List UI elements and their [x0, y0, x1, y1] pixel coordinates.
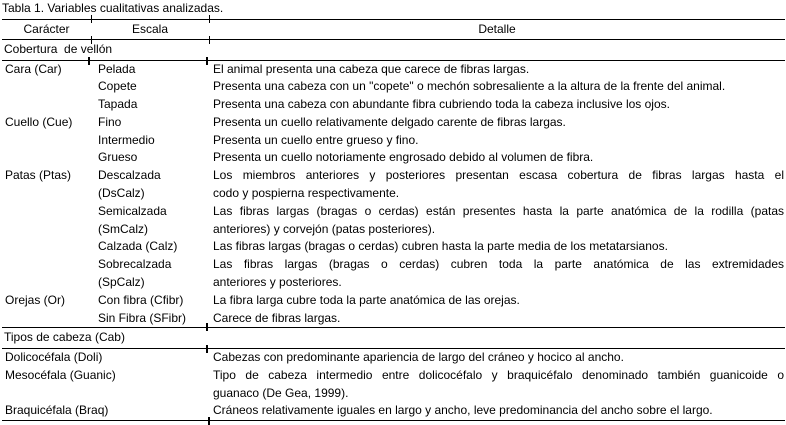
caracter-cell: [2, 132, 91, 150]
caracter-cell: [2, 238, 91, 256]
detail-line: Tipo de cabeza intermedio entre dolicocéfalo y braquicéfalo denominado también guanicoide o: [213, 367, 784, 382]
table-row: [2, 60, 785, 78]
detail-line: Las fibras largas (bragas o cerdas) cubren toda la parte anatómica de las extremidades: [213, 257, 784, 272]
column-header-label: Escala: [131, 22, 169, 36]
caracter-cell: Cara (Car): [5, 61, 62, 76]
detail-line: Sobrecalzada: [98, 257, 172, 272]
rule-tick: [206, 323, 208, 331]
table-row: [2, 367, 785, 403]
detalle-cell: Cabezas con predominante apariencia de largo del cráneo y hocico al ancho.: [213, 349, 624, 364]
table-row: [2, 203, 785, 239]
rule-tick: [208, 417, 210, 425]
escala-cell: Fino: [98, 114, 122, 129]
detail-line: (SmCalz): [98, 221, 148, 236]
escala-cell: Con fibra (Cfibr): [98, 292, 184, 307]
detalle-cell: [209, 203, 785, 239]
escala-cell: [91, 256, 209, 292]
table-row: [2, 167, 785, 203]
detail-line: Descalzada: [98, 168, 161, 183]
detail-line: Los miembros anteriores y posteriores presentan escasa cobertura de fibras largas hasta el: [213, 168, 784, 183]
detalle-cell: Las fibras largas (bragas o cerdas) cubren hasta la parte media de los metatarsianos.: [213, 239, 668, 254]
detalle-cell: Presenta una cabeza con un "copete" o mechón sobresaliente a la altura de la frente del animal.: [213, 79, 726, 94]
detalle-cell: Presenta un cuello relativamente delgado carente de fibras largas.: [213, 114, 566, 129]
detail-line: codo y pospierna respectivamente.: [213, 186, 400, 201]
detalle-cell: Presenta un cuello notoriamente engrosado debido al volumen de fibra.: [213, 150, 594, 165]
table-row: [2, 132, 785, 150]
table-row: [2, 310, 785, 328]
caracter-cell: Dolicocéfala (Doli): [5, 349, 103, 364]
escala-cell: [91, 167, 209, 203]
section-row: [2, 328, 785, 349]
column-header-detalle: [209, 20, 785, 40]
section-label: [2, 328, 785, 349]
header-row: [2, 20, 785, 40]
section-row: [2, 40, 785, 61]
escala-cell: Copete: [98, 79, 137, 94]
column-header-label: Carácter: [23, 22, 70, 36]
section-label-text: Tipos de cabeza (Cab): [4, 330, 125, 345]
escala-cell: Calzada (Calz): [98, 239, 178, 254]
caracter-cell: [2, 78, 91, 96]
caracter-cell: [2, 310, 91, 328]
table-row: [2, 402, 785, 420]
table-row: [2, 256, 785, 292]
caracter-cell: [2, 149, 91, 167]
detail-line: (DsCalz): [98, 186, 145, 201]
escala-cell: Intermedio: [98, 132, 155, 147]
table-row: [2, 114, 785, 132]
table-row: [2, 149, 785, 167]
table-row: [2, 78, 785, 96]
section-label-text: Cobertura de vellón: [4, 42, 113, 56]
detalle-cell: El animal presenta una cabeza que carece de fibras largas.: [213, 61, 530, 76]
caracter-cell: Patas (Ptas): [5, 168, 72, 183]
caracter-cell: Orejas (Or): [5, 292, 65, 307]
caracter-cell: Braquicéfala (Braq): [5, 403, 109, 418]
variables-table: [2, 19, 785, 421]
table-row: [2, 348, 785, 366]
detail-line: guanaco (De Gea, 1999).: [213, 385, 349, 400]
detalle-cell: [209, 167, 785, 203]
escala-cell: Sin Fibra (SFibr): [98, 310, 187, 325]
detalle-cell: [209, 256, 785, 292]
column-header-label: Detalle: [478, 22, 516, 36]
escala-cell: Grueso: [98, 150, 138, 165]
caracter-cell: [2, 256, 91, 292]
detail-line: Las fibras largas (bragas o cerdas) están presentes hasta la parte anatómica de la rodilla (patas: [213, 203, 784, 218]
escala-cell: Tapada: [98, 97, 138, 112]
caracter-cell: Mesocéfala (Guanic): [5, 367, 116, 382]
table-title: Tabla 1. Variables cualitativas analizadas.: [2, 1, 224, 15]
detalle-cell: Cráneos relativamente iguales en largo y ancho, leve predominancia del ancho sobre el largo.: [209, 402, 785, 420]
caracter-cell: [2, 203, 91, 239]
escala-cell: [91, 203, 209, 239]
detalle-cell: [209, 367, 785, 403]
detail-line: anteriores y posteriores.: [213, 275, 342, 290]
column-header-escala: [91, 20, 209, 40]
column-header-caracter: [2, 20, 91, 40]
escala-cell: Pelada: [98, 61, 136, 76]
detalle-cell: Carece de fibras largas.: [213, 310, 341, 325]
table-row: [2, 292, 785, 310]
table-row: [2, 238, 785, 256]
detail-line: Semicalzada: [98, 203, 167, 218]
table-row: [2, 96, 785, 114]
caracter-cell: Cuello (Cue): [5, 114, 73, 129]
detalle-cell: Presenta una cabeza con abundante fibra cubriendo toda la cabeza inclusive los ojos.: [213, 97, 670, 112]
section-label: [2, 40, 785, 61]
detalle-cell: Presenta un cuello entre grueso y fino.: [213, 132, 419, 147]
caracter-cell: [2, 96, 91, 114]
detail-line: anteriores) y corvejón (patas posteriores).: [213, 221, 436, 236]
detail-line: (SpCalz): [98, 275, 145, 290]
detalle-cell: La fibra larga cubre toda la parte anatómica de las orejas.: [213, 292, 520, 307]
